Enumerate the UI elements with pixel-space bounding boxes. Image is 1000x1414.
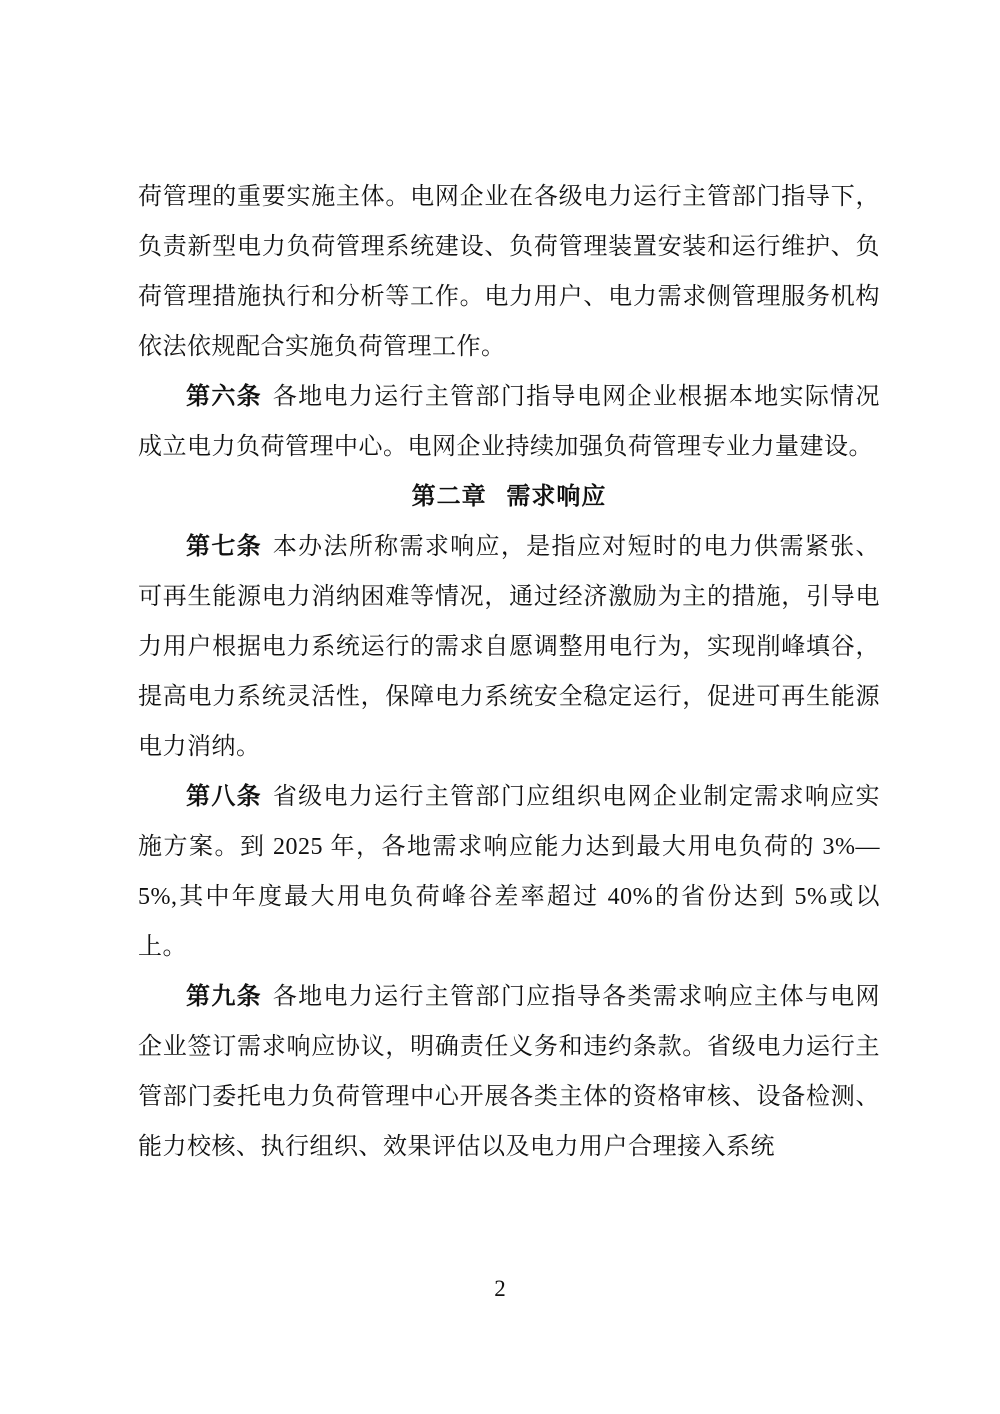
paragraph-text: 本办法所称需求响应，是指应对短时的电力供需紧张、可再生能源电力消纳困难等情况，通过经济激励为主的措施，引导电力用户根据电力系统运行的需求自愿调整用电行为，实现削峰填谷，提高电力系统灵活性，保障电力系统安全稳定运行，促进可再生能源电力消纳。 <box>138 534 881 760</box>
body-paragraph <box>138 772 880 972</box>
page-number: 2 <box>494 1276 506 1301</box>
chapter-heading: 第二章 需求响应 <box>411 483 607 510</box>
body-paragraph <box>138 172 880 372</box>
paragraph-text: 各地电力运行主管部门指导电网企业根据本地实际情况成立电力负荷管理中心。电网企业持续加强负荷管理专业力量建设。 <box>138 384 881 460</box>
paragraph-text: 荷管理的重要实施主体。电网企业在各级电力运行主管部门指导下，负责新型电力负荷管理系统建设、负荷管理装置安装和运行维护、负荷管理措施执行和分析等工作。电力用户、电力需求侧管理服务机构依法依规配合实施负荷管理工作。 <box>138 184 880 360</box>
body-paragraph <box>138 372 880 472</box>
body-paragraph <box>138 972 880 1172</box>
document-body <box>138 172 880 1172</box>
article-number: 第六条 <box>186 383 263 410</box>
body-paragraph <box>138 522 880 772</box>
article-number: 第八条 <box>186 783 263 810</box>
article-number: 第七条 <box>186 533 263 560</box>
article-number: 第九条 <box>186 983 263 1010</box>
paragraph-text: 各地电力运行主管部门应指导各类需求响应主体与电网企业签订需求响应协议，明确责任义务和违约条款。省级电力运行主管部门委托电力负荷管理中心开展各类主体的资格审核、设备检测、能力校核、执行组织、效果评估以及电力用户合理接入系统 <box>138 984 881 1160</box>
paragraph-text: 省级电力运行主管部门应组织电网企业制定需求响应实施方案。到 2025 年，各地需求响应能力达到最大用电负荷的 3%—5%,其中年度最大用电负荷峰谷差率超过 40%的省份达到 5%或以上。 <box>138 784 881 960</box>
